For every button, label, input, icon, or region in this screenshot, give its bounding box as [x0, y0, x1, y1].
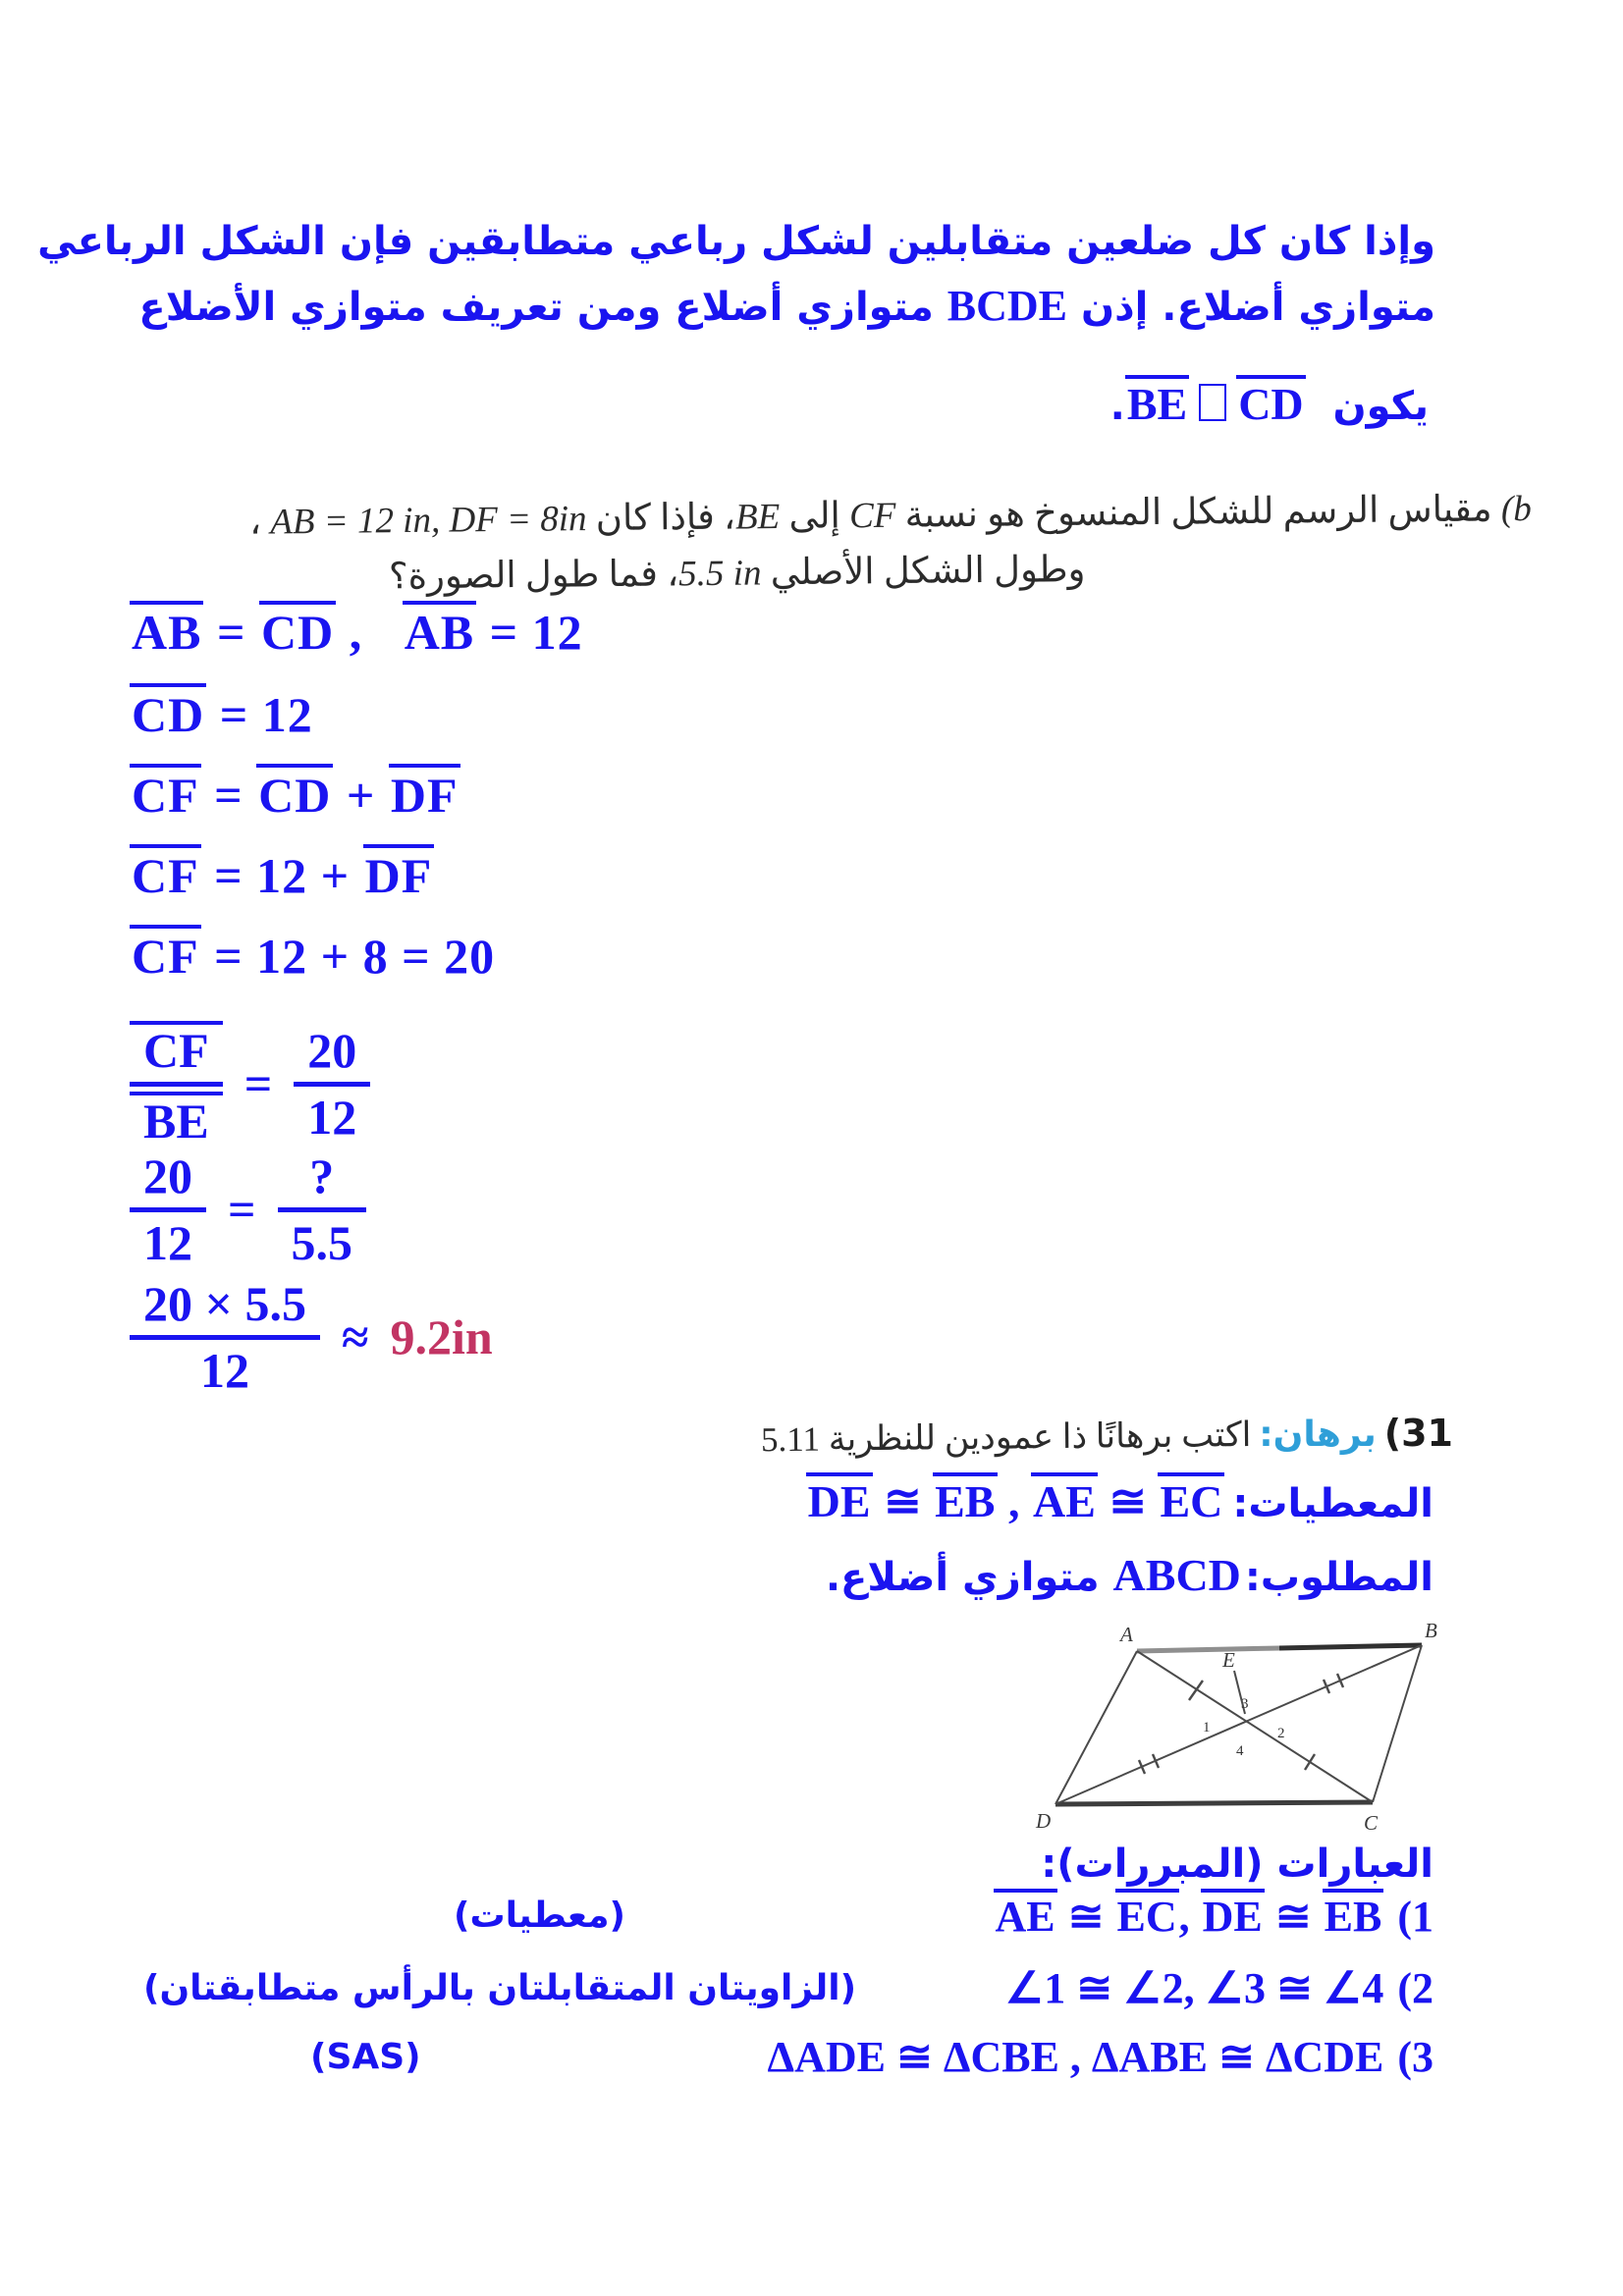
statement-1-math: AE ≅ EC, DE ≅ EB — [994, 1889, 1384, 1942]
fraction-denominator: 12 — [143, 1214, 192, 1270]
quad-name-bcde: BCDE — [947, 282, 1068, 330]
fraction-bar — [130, 1082, 223, 1087]
problem-b-comma: ، — [249, 502, 262, 543]
angle-label-4: 4 — [1236, 1743, 1244, 1759]
fraction-20-12 — [294, 1025, 370, 1143]
problem-b-line-2 — [388, 548, 1085, 598]
statement-row-3 — [310, 2032, 1434, 2082]
missing-glyph-box — [1199, 384, 1226, 421]
fraction-bar — [294, 1082, 370, 1087]
approx-sign: ≈ — [342, 1309, 369, 1364]
angle-label-3: 3 — [1241, 1696, 1249, 1712]
given-label: المعطيات: — [1232, 1481, 1434, 1526]
intro-line2-post: متوازي أضلاع ومن تعريف متوازي الأضلاع — [138, 285, 947, 330]
statement-3 — [768, 2032, 1434, 2082]
fraction-numerator: CF — [130, 1021, 223, 1077]
tick-ec — [1305, 1754, 1315, 1770]
proof-keyword: برهان: — [1259, 1415, 1377, 1455]
intro-line3-period: . — [1109, 384, 1125, 429]
segment-be: BE — [1125, 375, 1189, 428]
required-text: متوازي أضلاع. — [825, 1555, 1113, 1600]
required-line — [826, 1549, 1434, 1601]
intro-line-2 — [138, 281, 1435, 333]
intro-line-1: وإذا كان كل ضلعين متقابلين لشكل رباعي متطابقين فإن الشكل الرباعي — [37, 219, 1435, 264]
fraction-bar — [278, 1207, 367, 1212]
problem-b-text-5: ، فما طول الصورة؟ — [388, 554, 678, 598]
fraction-numerator: 20 — [143, 1148, 192, 1203]
fraction-numerator: ? — [309, 1148, 335, 1203]
final-computation — [130, 1278, 493, 1396]
statement-3-number: (3 — [1397, 2033, 1434, 2081]
required-label: المطلوب: — [1244, 1555, 1434, 1600]
side-ab-right — [1279, 1645, 1422, 1648]
side-ad — [1055, 1651, 1137, 1804]
final-answer: 9.2in — [390, 1309, 493, 1364]
fraction-cf-be — [130, 1021, 223, 1147]
statement-2 — [1005, 1963, 1434, 2013]
statement-row-1 — [454, 1889, 1434, 1942]
tick-ae — [1189, 1681, 1203, 1700]
fraction-bar — [130, 1207, 206, 1212]
segment-cd: CD — [1236, 375, 1305, 428]
parallelogram-diagram — [1034, 1618, 1456, 1848]
equals-sign: = — [243, 1056, 273, 1111]
statement-2-number: (2 — [1397, 1964, 1434, 2012]
statement-1 — [994, 1889, 1434, 1942]
original-length: 5.5 in — [677, 553, 762, 595]
equation-cf-20: CF = 12 + 8 = 20 — [130, 925, 495, 985]
statement-2-reason: (الزاويتان المتقابلتان بالرأس متطابقتان) — [143, 1968, 857, 2008]
intro-line-3 — [1110, 375, 1429, 431]
angle-label-1: 1 — [1203, 1720, 1211, 1735]
fraction-20-12 — [130, 1150, 206, 1268]
fraction-bar — [130, 1335, 320, 1340]
proof-prompt: اكتب برهانًا ذا عمودين للنظرية 5.11 — [760, 1415, 1252, 1460]
diagonal-db — [1055, 1645, 1422, 1804]
statement-2-math: ∠1 ≅ ∠2, ∠3 ≅ ∠4 — [1004, 1964, 1384, 2012]
fraction-product — [130, 1278, 320, 1396]
vertex-label-b: B — [1425, 1619, 1437, 1642]
required-quad: ABCD — [1112, 1550, 1241, 1600]
equals-sign: = — [228, 1182, 256, 1237]
fraction-denominator: 5.5 — [291, 1214, 352, 1270]
problem-b-text-2: إلى — [780, 496, 850, 538]
statement-1-reason: (معطيات) — [454, 1895, 625, 1936]
vertex-label-c: C — [1364, 1811, 1379, 1835]
fraction-denominator: 12 — [307, 1089, 357, 1145]
equation-cf-12-df: CF = 12 + DF — [130, 844, 434, 904]
problem-b-line-1 — [249, 487, 1532, 544]
fraction-q-55 — [278, 1150, 367, 1268]
point-label-e: E — [1222, 1648, 1235, 1672]
angle-label-2: 2 — [1277, 1726, 1285, 1741]
statement-row-2 — [143, 1963, 1434, 2013]
parallel-segments — [1125, 375, 1306, 431]
fraction-denominator: BE — [130, 1092, 223, 1148]
fraction-denominator: 12 — [200, 1342, 249, 1398]
vertex-label-d: D — [1036, 1809, 1052, 1833]
statement-1-number: (1 — [1397, 1893, 1434, 1941]
intro-line2-pre: متوازي أضلاع. إذن — [1067, 285, 1435, 330]
statement-3-reason: (SAS) — [310, 2037, 421, 2077]
problem-b-text-3: ، فإذا كان — [586, 497, 736, 540]
equation-cd-12: CD = 12 — [130, 683, 313, 743]
problem-b-text-1: مقياس الرسم للشكل المنسوخ هو نسبة — [895, 489, 1493, 536]
proportion-unknown — [130, 1150, 366, 1268]
given-line — [806, 1472, 1434, 1527]
given-math: DE ≅ EB , AE ≅ EC — [806, 1472, 1225, 1527]
proportion-cf-be — [130, 1021, 370, 1147]
equation-cf-cd-df: CF = CD + DF — [130, 764, 460, 824]
segment-cf-ref: CF — [849, 495, 896, 537]
intro-line3-label: يكون — [1332, 384, 1429, 429]
statements-title: العبارات (المبررات): — [1041, 1842, 1434, 1887]
given-measures: AB = 12 in, DF = 8in — [270, 499, 588, 543]
side-dc — [1055, 1802, 1373, 1804]
problem-number: (31 — [1383, 1412, 1453, 1455]
equation-ab-cd: AB = CD , AB = 12 — [130, 601, 583, 661]
side-ab-left — [1137, 1648, 1279, 1651]
vertex-label-a: A — [1120, 1623, 1133, 1646]
proof-heading — [760, 1412, 1453, 1460]
fraction-numerator: 20 × 5.5 — [143, 1276, 306, 1331]
parallelogram-svg — [1034, 1618, 1456, 1848]
fraction-numerator: 20 — [307, 1023, 357, 1078]
statement-3-math: ΔADE ≅ ΔCBE , ΔABE ≅ ΔCDE — [767, 2033, 1384, 2081]
segment-be-ref: BE — [735, 497, 781, 538]
side-bc — [1373, 1645, 1422, 1802]
problem-b-text-4: وطول الشكل الأصلي — [760, 550, 1086, 594]
problem-b-tag: (b — [1500, 489, 1533, 530]
